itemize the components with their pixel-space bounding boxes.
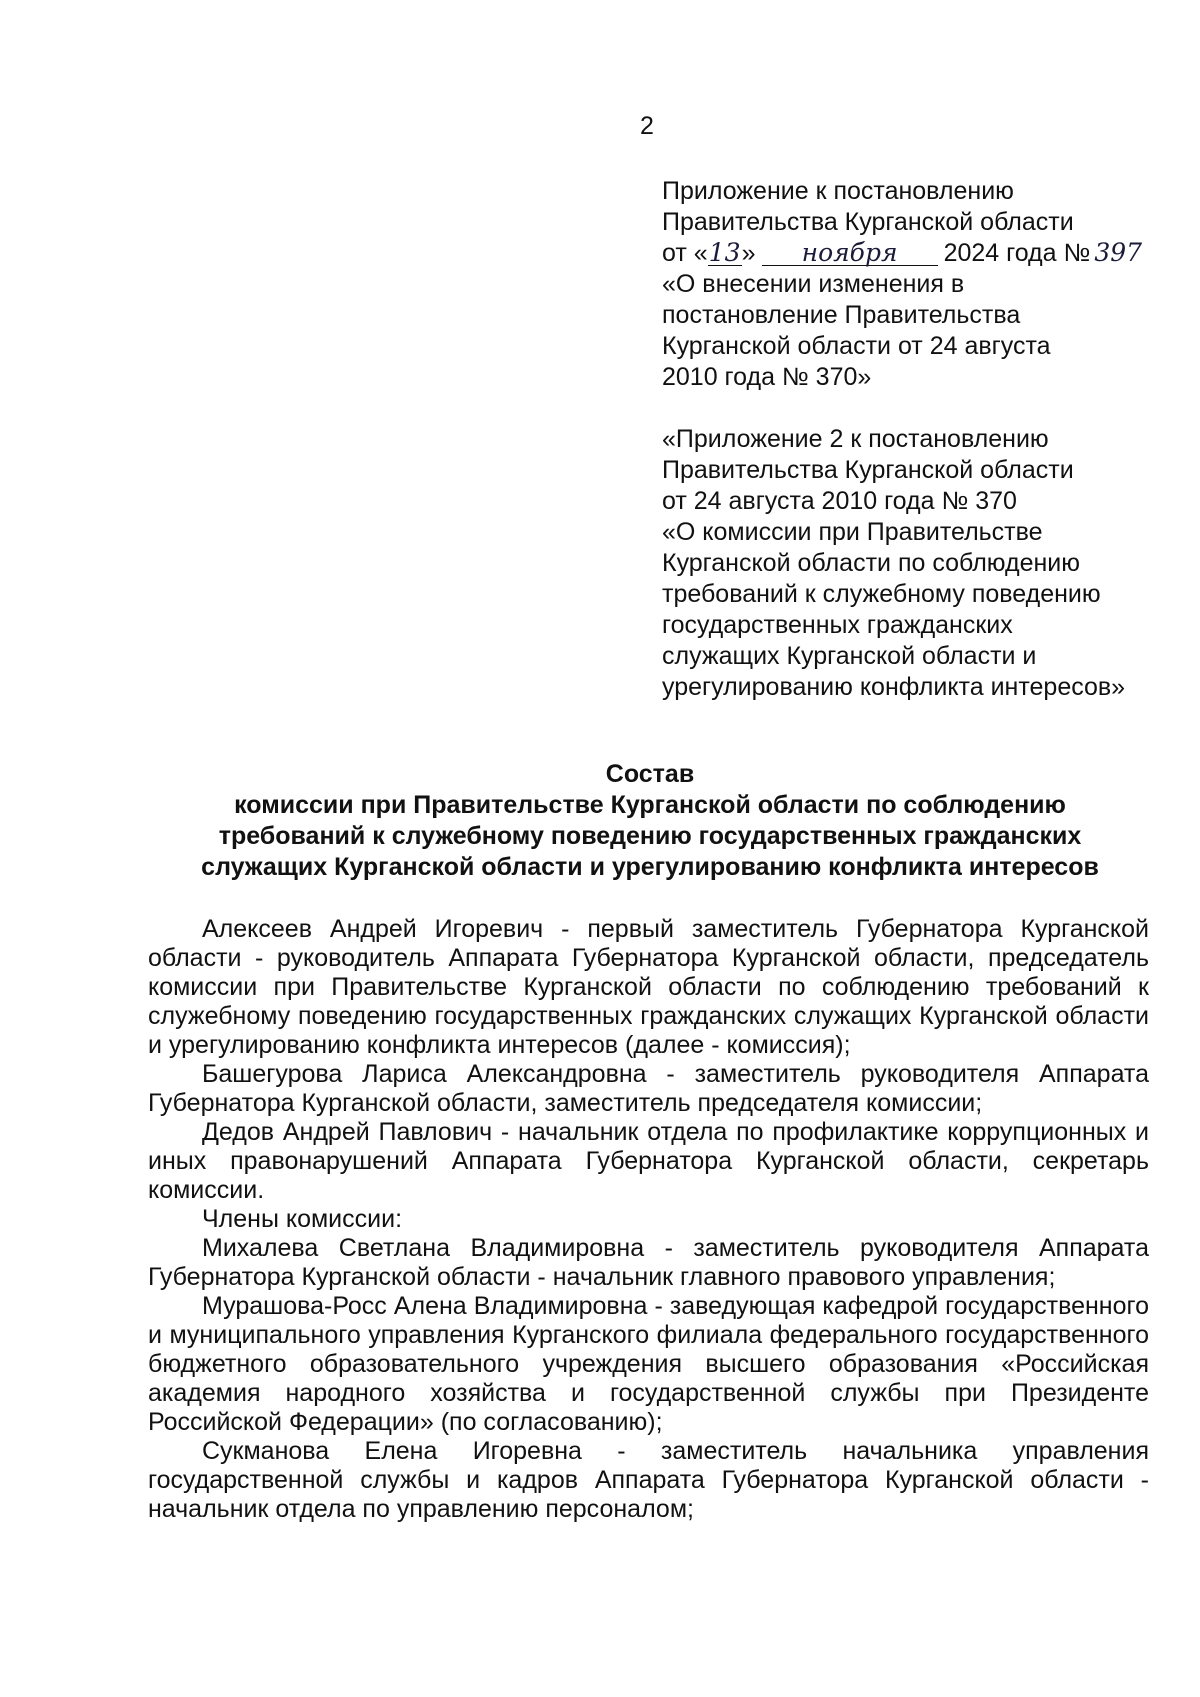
- quote-line: Правительства Курганской области: [662, 456, 1074, 484]
- handwritten-month: ноября: [762, 241, 938, 266]
- quote-line: «О комиссии при Правительстве: [662, 518, 1043, 546]
- heading-line: комиссии при Правительстве Курганской области по соблюдению: [234, 791, 1066, 819]
- member-paragraph: Башегурова Лариса Александровна - заместитель руководителя Аппарата Губернатора Курганской области, заместитель председателя комиссии;: [148, 1060, 1149, 1117]
- heading-line: требований к служебному поведению государственных гражданских: [218, 822, 1082, 850]
- quote-line: Курганской области по соблюдению: [662, 549, 1081, 577]
- quote-line: урегулированию конфликта интересов»: [662, 673, 1126, 701]
- quote-line: от 24 августа 2010 года № 370: [662, 487, 1017, 515]
- date-prefix: от «: [662, 239, 708, 267]
- annex-date-line: [662, 238, 1142, 269]
- heading-line: служащих Курганской области и урегулированию конфликта интересов: [201, 853, 1099, 881]
- composition-heading: [148, 759, 1152, 883]
- heading-title: Состав: [605, 760, 695, 788]
- member-paragraph: Сукманова Елена Игоревна - заместитель начальника управления государственной службы и кадров Аппарата Губернатора Курганской области - начальник отдела по управлению персоналом;: [148, 1437, 1149, 1523]
- annex-line: Правительства Курганской области: [662, 208, 1074, 236]
- quote-line: служащих Курганской области и: [662, 642, 1037, 670]
- quote-line: «Приложение 2 к постановлению: [662, 425, 1049, 453]
- member-paragraph: Алексеев Андрей Игоревич - первый заместитель Губернатора Курганской области - руководитель Аппарата Губернатора Курганской области, председатель комиссии при Правительстве Курганской области по соблюдению требований к служебному поведению государственных гражданских служащих Курганской области и урегулированию конфликта интересов (далее - комиссия);: [148, 915, 1149, 1059]
- quote-line: требований к служебному поведению: [662, 580, 1101, 608]
- member-paragraph: Дедов Андрей Павлович - начальник отдела по профилактике коррупционных и иных правонарушений Аппарата Губернатора Курганской области, секретарь комиссии.: [148, 1118, 1149, 1204]
- member-paragraph: Михалева Светлана Владимировна - заместитель руководителя Аппарата Губернатора Курганской области - начальник главного правового управления;: [148, 1234, 1149, 1291]
- annex-line: «О внесении изменения в: [662, 270, 965, 298]
- date-suffix: 2024 года №: [943, 239, 1091, 267]
- annex-line: Приложение к постановлению: [662, 177, 1014, 205]
- member-list: [148, 915, 1149, 1524]
- handwritten-doc-number: 397: [1094, 238, 1143, 267]
- annex-line: 2010 года № 370»: [662, 363, 872, 391]
- members-subheading: Члены комиссии:: [202, 1205, 403, 1233]
- member-paragraph: Мурашова-Росс Алена Владимировна - заведующая кафедрой государственного и муниципального управления Курганского филиала федерального государственного бюджетного образовательного учреждения высшего образования «Российская академия народного хозяйства и государственной службы при Президенте Российской Федерации» (по согласованию);: [148, 1292, 1149, 1436]
- page-number: 2: [640, 112, 654, 140]
- spacer: [662, 393, 1142, 424]
- date-mid: »: [741, 239, 756, 267]
- annex-line: постановление Правительства: [662, 301, 1021, 329]
- annex-line: Курганской области от 24 августа: [662, 332, 1051, 360]
- handwritten-day: 13: [708, 238, 741, 267]
- quote-line: государственных гражданских: [662, 611, 1013, 639]
- annex-block: [662, 176, 1142, 703]
